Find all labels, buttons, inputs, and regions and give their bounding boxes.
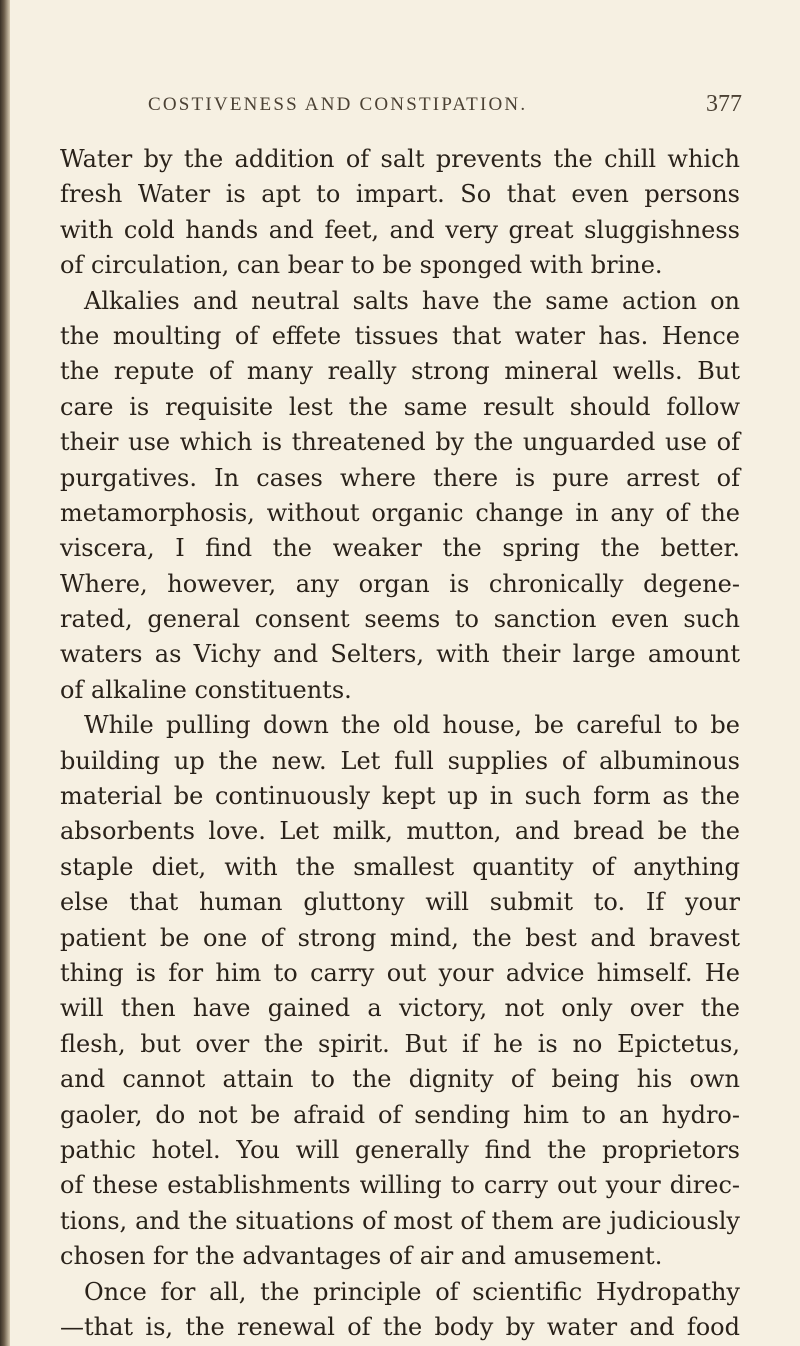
text-line: absorbents love. Let milk, mutton, and bread be the (60, 817, 740, 846)
text-line: their use which is threatened by the unguarded use of (60, 428, 740, 457)
body-text (60, 142, 740, 1345)
text-line: material be continuously kept up in such form as the (60, 782, 740, 811)
text-line: Where, however, any organ is chronically degene- (60, 569, 740, 598)
text-line: the repute of many really strong mineral wells. But (60, 357, 740, 386)
text-line: of alkaline constituents. (60, 675, 352, 704)
text-line: Once for all, the principle of scientific Hydropathy (84, 1277, 740, 1306)
text-line: gaoler, do not be afraid of sending him to an hydro- (60, 1100, 740, 1129)
text-line: purgatives. In cases where there is pure arrest of (60, 463, 740, 492)
text-line: chosen for the advantages of air and amusement. (60, 1242, 663, 1271)
text-line: viscera, I find the weaker the spring the better. (60, 534, 740, 563)
text-line: Water by the addition of salt prevents the chill which (60, 145, 740, 173)
page-number: 377 (706, 91, 742, 117)
text-line: and cannot attain to the dignity of being his own (60, 1065, 740, 1094)
page-header (60, 91, 780, 124)
text-line: patient be one of strong mind, the best and bravest (60, 923, 740, 952)
text-line: else that human gluttony will submit to. If your (60, 888, 740, 917)
text-line: Alkalies and neutral salts have the same action on (84, 286, 740, 315)
text-line: While pulling down the old house, be careful to be (84, 711, 740, 740)
text-line: staple diet, with the smallest quantity of anything (60, 852, 740, 881)
text-line: fresh Water is apt to impart. So that even persons (60, 180, 740, 209)
text-line: tions, and the situations of most of them are judiciously (60, 1206, 740, 1235)
text-line: rated, general consent seems to sanction even such (60, 605, 740, 634)
text-line: of these establishments willing to carry out your direc- (60, 1171, 740, 1200)
text-line: building up the new. Let full supplies of albuminous (60, 746, 740, 775)
text-line: flesh, but over the spirit. But if he is no Epictetus, (60, 1029, 740, 1058)
text-line: thing is for him to carry out your advice himself. He (60, 958, 740, 987)
text-line: of circulation, can bear to be sponged with brine. (60, 251, 663, 280)
text-line: —that is, the renewal of the body by water and food (60, 1312, 740, 1341)
text-line: will then have gained a victory, not only over the (60, 994, 740, 1023)
running-title: COSTIVENESS AND CONSTIPATION. (148, 94, 528, 115)
text-line: care is requisite lest the same result should follow (60, 392, 740, 421)
text-line: metamorphosis, without organic change in any of the (60, 498, 740, 527)
text-line: with cold hands and feet, and very great sluggishness (60, 215, 740, 244)
page-edge-shadow (0, 0, 10, 1346)
text-line: waters as Vichy and Selters, with their large amount (60, 640, 740, 669)
text-line: the moulting of effete tissues that water has. Hence (60, 321, 740, 350)
text-line: pathic hotel. You will generally find the proprietors (60, 1135, 740, 1164)
